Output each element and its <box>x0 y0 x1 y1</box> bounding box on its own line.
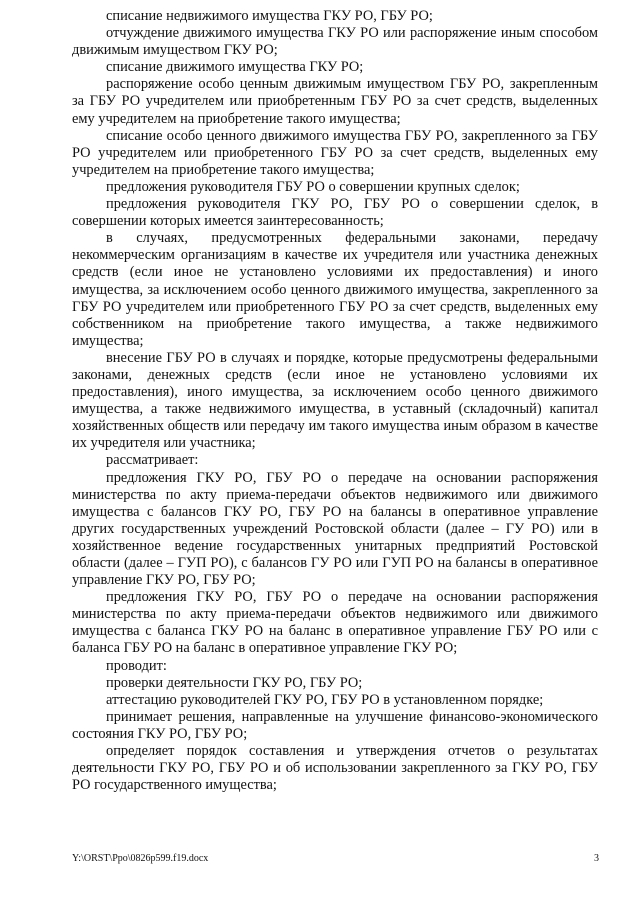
paragraph: списание недвижимого имущества ГКУ РО, ГБУ РО; <box>106 8 433 24</box>
paragraph: списание особо ценного движимого имущества ГБУ РО, закрепленного за ГБУ РО учредителем или приобретенного ГБУ РО за счет средств, выделенных ему учредителем на приобретение такого имущества; <box>72 127 598 178</box>
paragraph: внесение ГБУ РО в случаях и порядке, которые предусмотрены федеральными законами, денежных средств (если иное не установлено условиями их предоставления), иного имущества, за исключением особо ценного движимого имущества, а также недвижимого имущества, в уставный (складочный) капитал хозяйственных обществ или передачу им такого имущества иным образом в качестве их учредителя или участника; <box>72 349 598 452</box>
paragraph: распоряжение особо ценным движимым имуществом ГБУ РО, закрепленным за ГБУ РО учредителем или приобретенным ГБУ РО за счет средств, выделенных ему учредителем на приобретение такого имущества; <box>72 76 598 127</box>
paragraph: принимает решения, направленные на улучшение финансово-экономического состояния ГКУ РО, ГБУ РО; <box>72 708 598 742</box>
paragraph: отчуждение движимого имущества ГКУ РО или распоряжение иным способом движимым имуществом ГКУ РО; <box>72 25 598 59</box>
paragraph: проверки деятельности ГКУ РО, ГБУ РО; <box>106 674 363 691</box>
section-heading: проводит: <box>106 657 167 674</box>
paragraph: определяет порядок составления и утверждения отчетов о результатах деятельности ГКУ РО, ГБУ РО и об использовании закрепленного за ГКУ РО, ГБУ РО государственного имущества; <box>72 743 598 794</box>
paragraph: предложения ГКУ РО, ГБУ РО о передаче на основании распоряжения министерства по акту приема-передачи объектов недвижимого или движимого имущества с баланса ГКУ РО на баланс в оперативное управление ГБУ РО или с баланса ГБУ РО на баланс в оперативное управление ГКУ РО; <box>72 589 598 657</box>
file-path: Y:\ORST\Ppo\0826p599.f19.docx <box>72 853 209 864</box>
paragraph: списание движимого имущества ГКУ РО; <box>106 59 364 76</box>
page-number: 3 <box>594 853 599 864</box>
document-body <box>72 8 598 794</box>
paragraph: в случаях, предусмотренных федеральными законами, передачу некоммерческим организациям в качестве их учредителя или участника денежных средств (если иное не установлено условиями их предоставления) и иного имущества, за исключением особо ценного движимого имущества, закрепленного за ГБУ РО учредителем или приобретенного ГБУ РО за счет средств, выделенных ему собственником на приобретение такого имущества, а также недвижимого имущества; <box>72 230 598 349</box>
page-footer <box>72 853 599 865</box>
section-heading: рассматривает: <box>106 452 199 469</box>
paragraph: предложения руководителя ГКУ РО, ГБУ РО о совершении сделок, в совершении которых имеется заинтересованность; <box>72 196 598 230</box>
paragraph: предложения ГКУ РО, ГБУ РО о передаче на основании распоряжения министерства по акту приема-передачи объектов недвижимого или движимого имущества с балансов ГКУ РО, ГБУ РО на балансы в оперативное управление других государственных учреждений Ростовской области (далее – ГУ РО) или в хозяйственное ведение государственных унитарных предприятий Ростовской области (далее – ГУП РО), с балансов ГУ РО или ГУП РО на балансы в оперативное управление ГКУ РО, ГБУ РО; <box>72 469 598 589</box>
paragraph: предложения руководителя ГБУ РО о совершении крупных сделок; <box>106 178 520 195</box>
paragraph: аттестацию руководителей ГКУ РО, ГБУ РО в установленном порядке; <box>106 691 544 708</box>
